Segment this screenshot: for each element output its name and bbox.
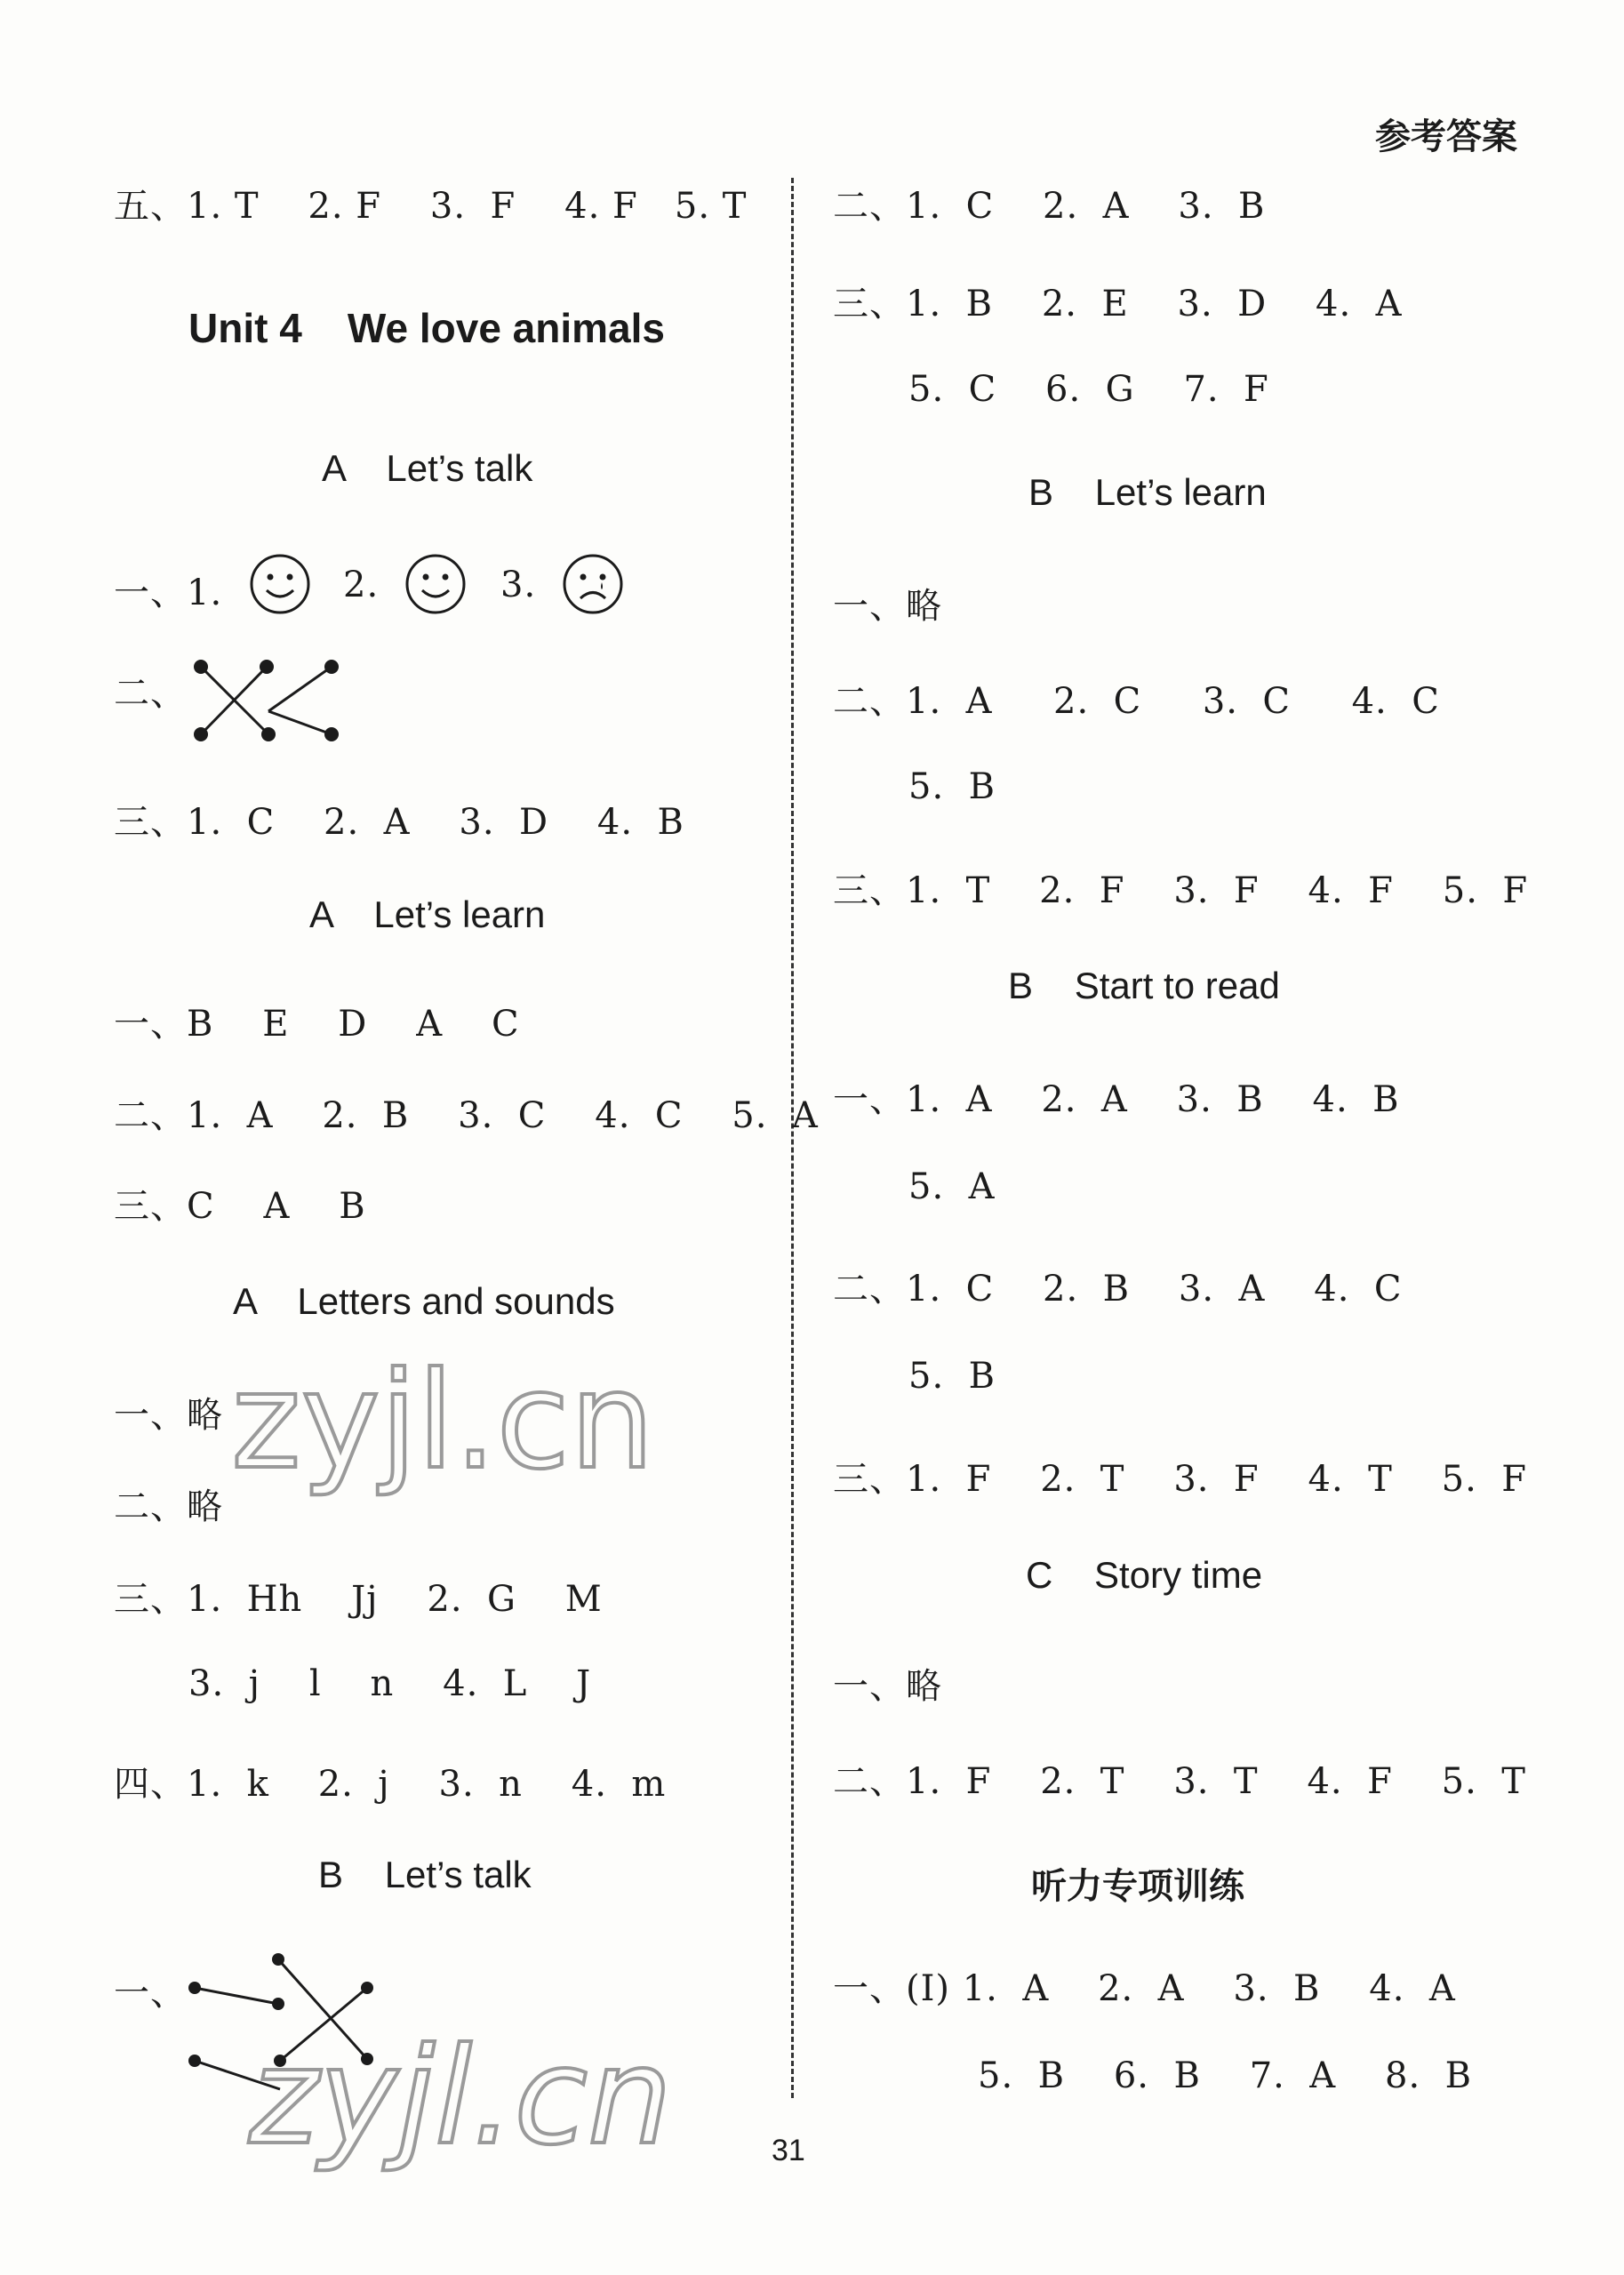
answer-number-3: 3. [500, 565, 537, 605]
watermark-logo [222, 1334, 655, 1502]
answer-line-a-talk-q1: 一、1. [114, 573, 223, 613]
answer-key-label: 参考答案 [1375, 116, 1517, 157]
answer-line-b-read-q3: 三、1. F 2. T 3. F 4. T 5. F [833, 1459, 1528, 1500]
happy-face-icon [404, 553, 467, 615]
answer-line-a-letters-q3a: 三、1. Hh Jj 2. G M [114, 1579, 603, 1620]
section-heading-b-talk: B Let’s talk [318, 1854, 532, 1895]
answer-line-b-learn-q1: 一、略 [833, 586, 942, 627]
answer-line-b-read-q2b: 5. B [908, 1356, 996, 1397]
section-heading-b-read: B Start to read [1008, 965, 1280, 1006]
answer-line-c-story-q2: 二、1. F 2. T 3. T 4. F 5. T [833, 1761, 1526, 1802]
answer-line-b-learn-q3: 三、1. T 2. F 3. F 4. F 5. F [833, 870, 1529, 911]
answer-line-r-q3b: 5. C 6. G 7. F [908, 369, 1269, 410]
answer-line-b-talk-q1: 一、 [114, 1973, 187, 2014]
answer-line-a-letters-q4: 四、1. k 2. j 3. n 4. m [114, 1764, 667, 1805]
section-heading-b-learn: B Let’s learn [1028, 471, 1267, 513]
watermark-text: zyjl.cn [231, 1344, 655, 1499]
sad-face-icon [562, 553, 624, 615]
answer-line-a-letters-q1: 一、略 [114, 1395, 223, 1436]
section-heading-c-story: C Story time [1026, 1554, 1263, 1596]
answer-number-2: 2. [343, 565, 380, 605]
answer-line-r-q3a: 三、1. B 2. E 3. D 4. A [833, 284, 1403, 324]
section-heading-listening: 听力专项训练 [1031, 1866, 1244, 1907]
answer-line-a-talk-q3: 三、1. C 2. A 3. D 4. B [114, 802, 684, 843]
unit-title: Unit 4 We love animals [188, 305, 665, 351]
answer-line-a-letters-q3b: 3. j l n 4. L J [188, 1663, 592, 1704]
answer-line-a-learn-q2: 二、1. A 2. B 3. C 4. C 5. A [114, 1095, 819, 1136]
answer-line-a-talk-q2: 二、 [114, 673, 187, 714]
answer-line-wu: 五、1. T 2. F 3. F 4. F 5. T [114, 186, 748, 227]
answer-line-listening-q1b: 5. B 6. B 7. A 8. B [978, 2055, 1473, 2096]
section-heading-a-learn: A Let’s learn [309, 893, 546, 935]
answer-line-listening-q1a: 一、(Ⅰ) 1. A 2. A 3. B 4. A [833, 1968, 1456, 2009]
answer-line-b-read-q2a: 二、1. C 2. B 3. A 4. C [833, 1269, 1403, 1310]
page-number: 31 [772, 2134, 805, 2167]
column-divider [791, 178, 794, 2098]
answer-line-a-letters-q2: 二、略 [114, 1486, 223, 1527]
happy-face-icon [249, 553, 311, 615]
answer-line-b-read-q1b: 5. A [908, 1166, 996, 1207]
answer-line-b-learn-q2a: 二、1. A 2. C 3. C 4. C [833, 681, 1440, 722]
answer-line-c-story-q1: 一、略 [833, 1666, 942, 1707]
section-heading-a-talk: A Let’s talk [322, 447, 533, 489]
answer-line-a-learn-q1: 一、B E D A C [114, 1004, 520, 1045]
answer-line-b-learn-q2b: 5. B [908, 766, 996, 807]
answer-line-b-read-q1a: 一、1. A 2. A 3. B 4. B [833, 1079, 1400, 1120]
matching-lines-diagram-b [182, 1947, 387, 2080]
matching-lines-diagram [187, 658, 347, 747]
watermark-text-2: zyjl.cn [249, 2020, 673, 2175]
answer-line-r-q2: 二、1. C 2. A 3. B [833, 186, 1266, 227]
section-heading-a-letters: A Letters and sounds [233, 1280, 615, 1322]
answer-line-a-learn-q3: 三、C A B [114, 1186, 366, 1227]
